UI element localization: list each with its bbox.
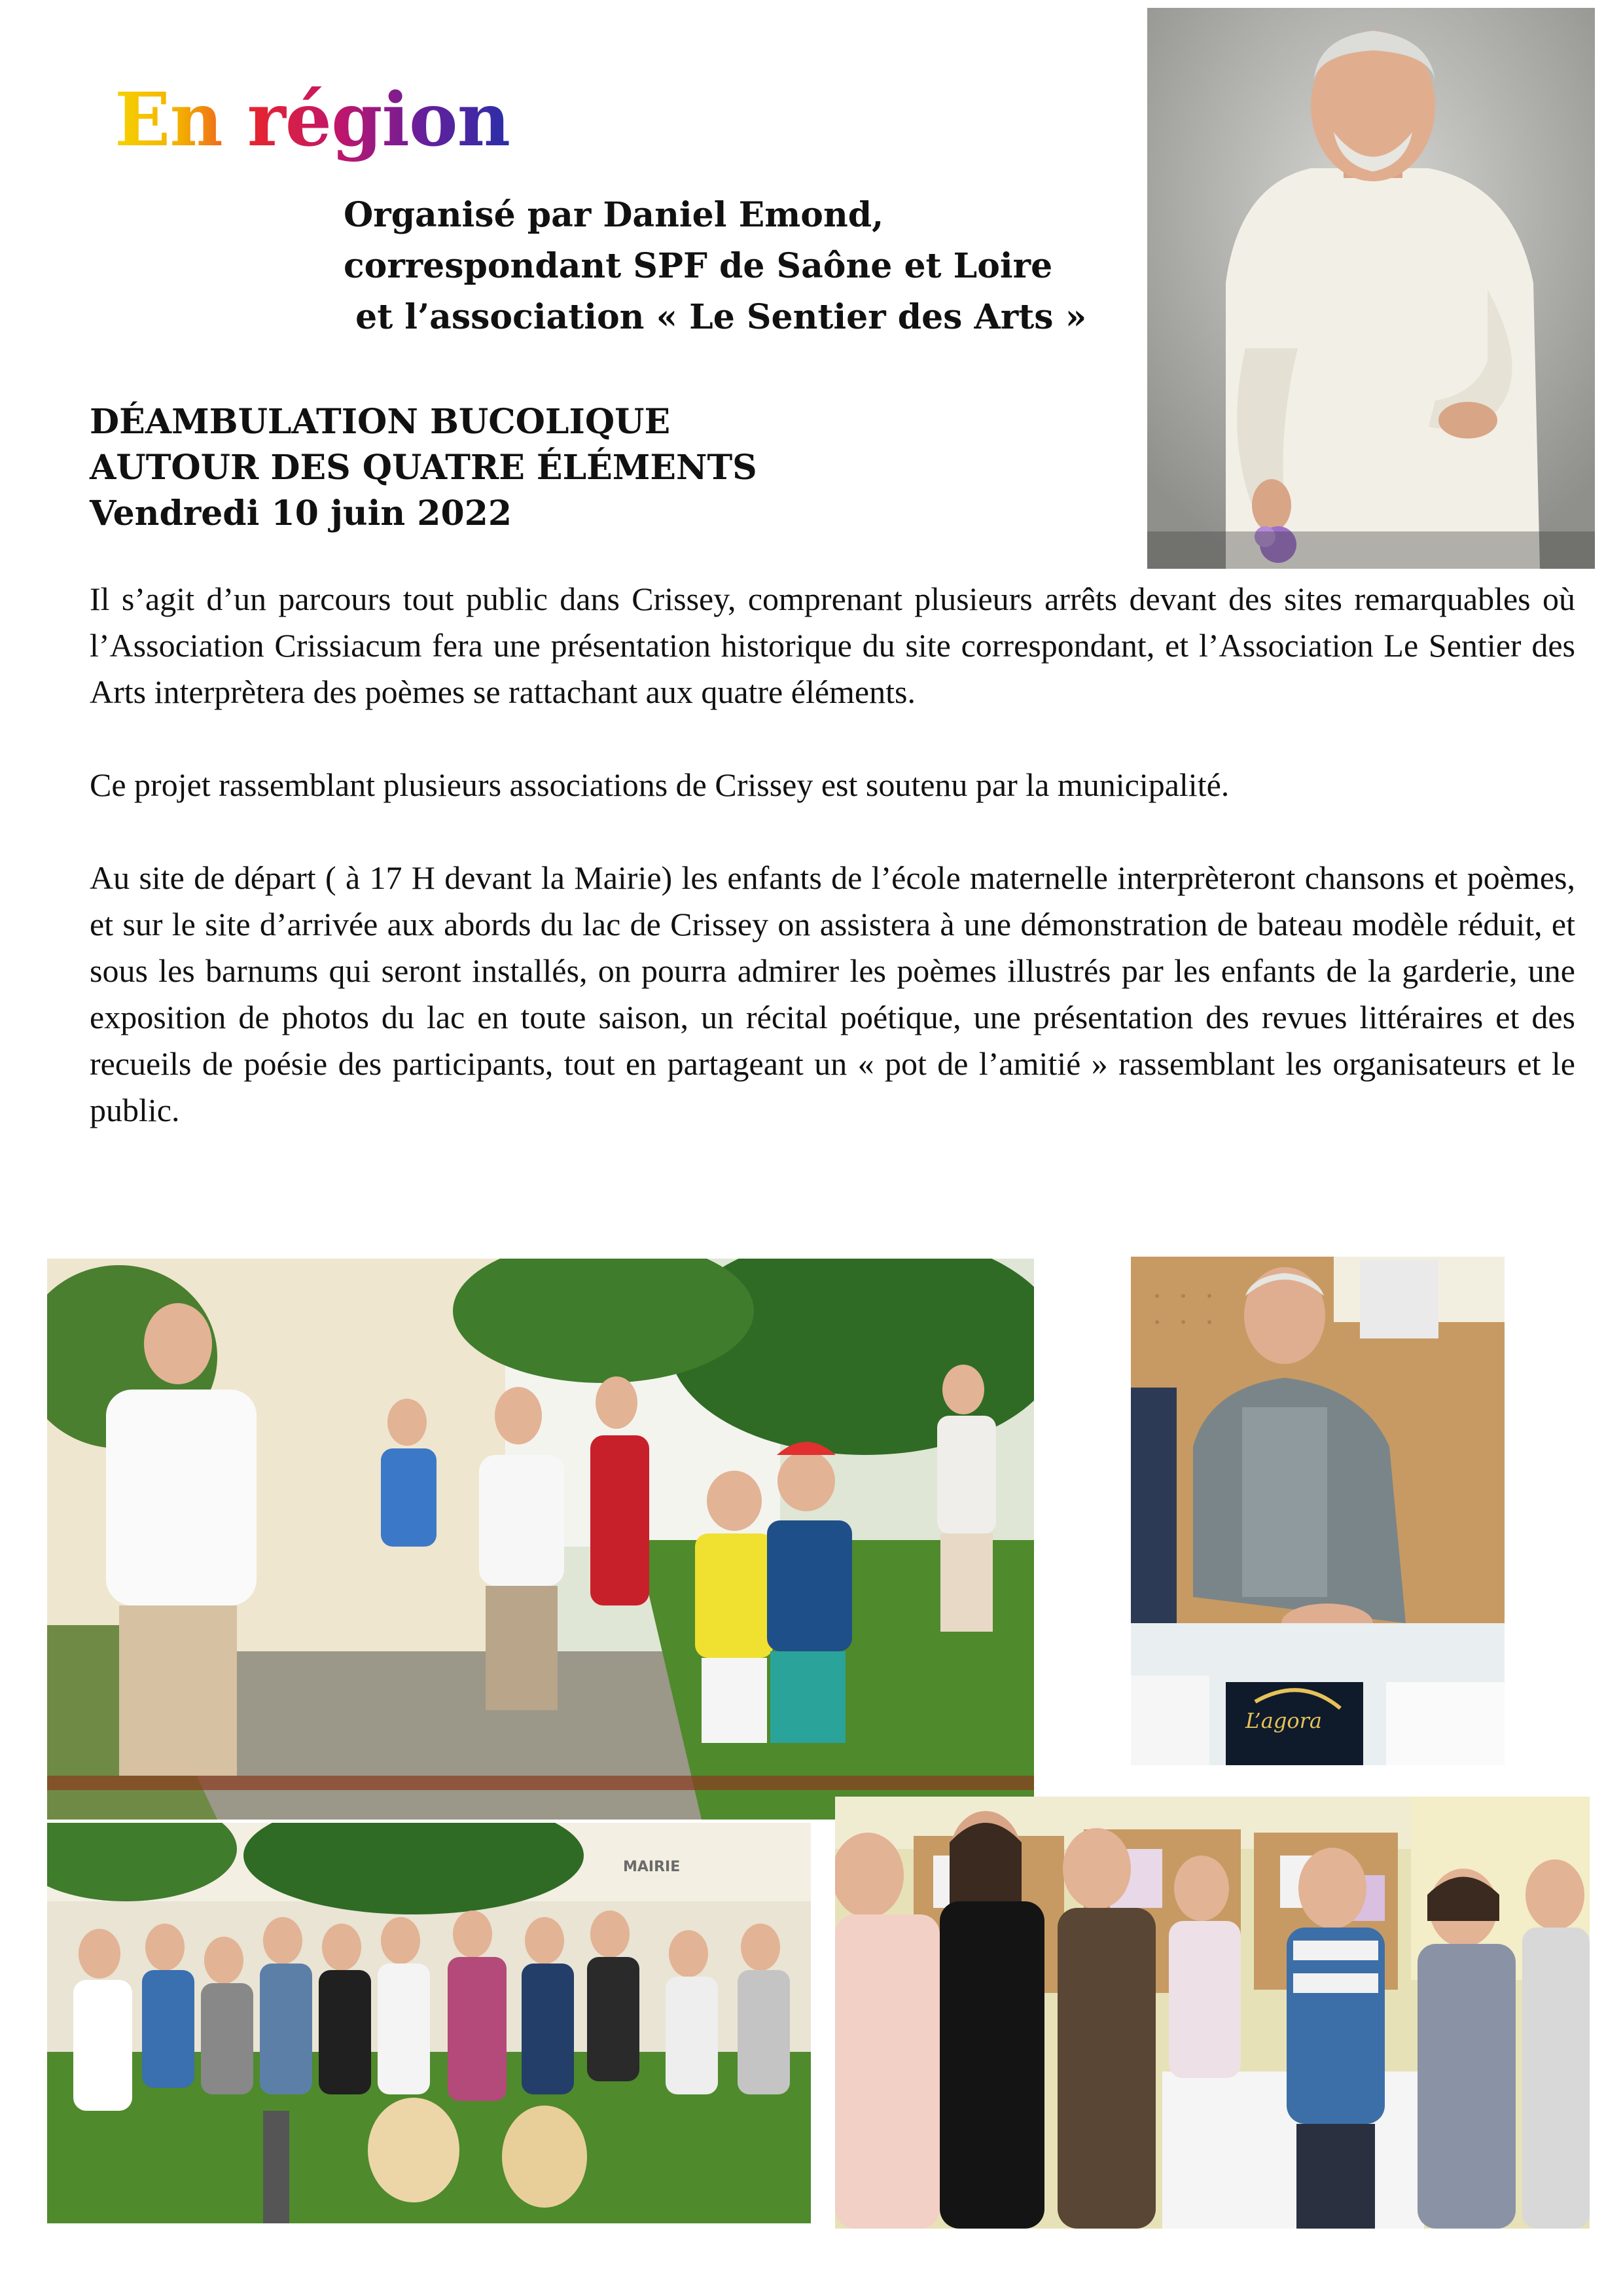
organizer-line-3: et l’association « Le Sentier des Arts » xyxy=(344,297,1087,337)
photo-seated-man xyxy=(1131,1257,1505,1765)
event-title-block xyxy=(90,399,757,537)
book-title: L’agora xyxy=(1245,1708,1322,1733)
mairie-sign: MAIRIE xyxy=(623,1859,681,1875)
photo-portrait-daniel xyxy=(1147,8,1595,569)
article-body xyxy=(90,576,1575,1134)
photo-outdoor-reading xyxy=(47,1259,1034,1820)
event-title-line-1: DÉAMBULATION BUCOLIQUE xyxy=(90,402,671,442)
article-paragraph-2: Ce projet rassemblant plusieurs associations de Crissey est soutenu par la municipalité. xyxy=(90,766,1230,803)
photo-crowd-mairie xyxy=(47,1823,811,2223)
photo-indoor-exhibition xyxy=(835,1797,1590,2229)
section-title: En région xyxy=(115,77,510,163)
organizer-line-1: Organisé par Daniel Emond, xyxy=(344,195,884,235)
article-paragraph-3: Au site de départ ( à 17 H devant la Mairie) les enfants de l’école maternelle interprèteront chansons et poèmes, et sur le site d’arrivée aux abords du lac de Crissey on assistera à une démonstration de bateau modèle réduit, et sous les barnums qui seront installés, on pourra admirer les poèmes illustrés par les enfants de la garderie, une exposition de photos du lac en toute saison, un récital poétique, une présentation des revues littéraires et des recueils de poésie des participants, tout en partageant un « pot de l’amitié » rassemblant les organisateurs et le public. xyxy=(90,859,1575,1128)
organizer-line-2: correspondant SPF de Saône et Loire xyxy=(344,246,1053,286)
organizer-block xyxy=(344,190,1086,343)
event-date: Vendredi 10 juin 2022 xyxy=(90,493,512,533)
article-paragraph-1: Il s’agit d’un parcours tout public dans Crissey, comprenant plusieurs arrêts devant des sites remarquables où l’Association Crissiacum fera une présentation historique du site correspondant, et l’Association Le Sentier des Arts interprètera des poèmes se rattachant aux quatre éléments. xyxy=(90,581,1575,710)
event-title-line-2: AUTOUR DES QUATRE ÉLÉMENTS xyxy=(90,448,757,488)
